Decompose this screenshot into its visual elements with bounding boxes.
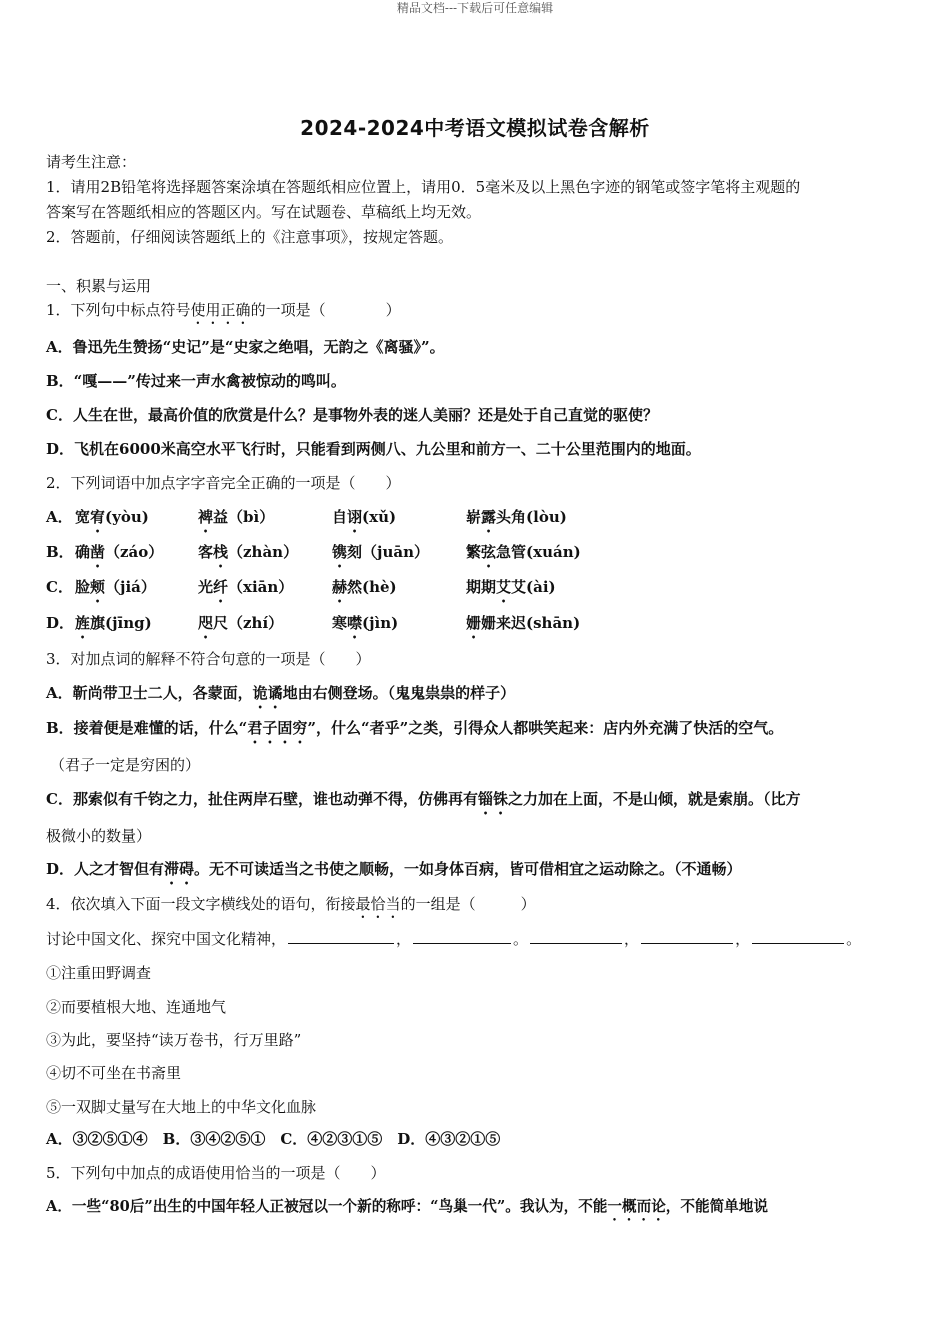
section-heading: 一、积累与运用 bbox=[46, 277, 152, 295]
question-2-word: 确凿（záo） bbox=[75, 543, 164, 561]
question-3-option-b-note: （君子一定是穷困的） bbox=[50, 756, 201, 774]
question-2-option-label: A． bbox=[46, 508, 73, 526]
question-2-word: 客栈（zhàn） bbox=[198, 543, 299, 561]
question-1-option-a: A．鲁迅先生赞扬“史记”是“史家之绝唱，无韵之《离骚》”。 bbox=[46, 338, 445, 356]
question-2-word: 镌刻（juān） bbox=[332, 543, 429, 561]
question-2-word: 崭露头角(lòu) bbox=[466, 508, 567, 526]
page-title: 2024-2024中考语文模拟试卷含解析 bbox=[300, 116, 650, 140]
question-2-stem: 2．下列词语中加点字字音完全正确的一项是（ ） bbox=[46, 474, 401, 492]
question-3-option-c: C．那索似有千钧之力，扯住两岸石壁，谁也动弹不得，仿佛再有锱铢之力加在上面，不是山倾，就是索崩。（比方 bbox=[46, 790, 801, 808]
notice-item1-line1: 1．请用2B铅笔将选择题答案涂填在答题纸相应位置上，请用0．5毫米及以上黑色字迹的钢笔或签字笔将主观题的 bbox=[46, 178, 801, 196]
question-2-word: 自诩(xǔ) bbox=[332, 508, 397, 526]
question-2-word: 脸颊（jiá） bbox=[75, 578, 156, 596]
question-2-option-label: B． bbox=[46, 543, 74, 561]
question-3-option-d: D．人之才智但有滞碍。无不可读适当之书使之顺畅，一如身体百病，皆可借相宜之运动除之。（不通畅） bbox=[46, 860, 742, 878]
question-1-option-d: D．飞机在6000米高空水平飞行时，只能看到两侧八、九公里和前方一、二十公里范围内的地面。 bbox=[46, 440, 701, 458]
question-2-word: 期期艾艾(ài) bbox=[466, 578, 556, 596]
answer-blank-2[interactable] bbox=[413, 929, 511, 944]
question-2-word: 旌旗(jīng) bbox=[75, 614, 152, 632]
question-2-option-label: C． bbox=[46, 578, 73, 596]
question-4-passage: 讨论中国文化、探究中国文化精神， ， 。 ， ， 。 bbox=[46, 930, 862, 948]
question-4-item-1: ①注重田野调查 bbox=[46, 964, 152, 982]
question-1-option-c: C．人生在世，最高价值的欣赏是什么？是事物外表的迷人美丽？还是处于自己直觉的驱使？ bbox=[46, 406, 658, 424]
question-3-option-c-note: 极微小的数量） bbox=[46, 827, 152, 845]
question-5-stem: 5．下列句中加点的成语使用恰当的一项是（ ） bbox=[46, 1164, 386, 1182]
question-4-item-3: ③为此，要坚持“读万卷书，行万里路” bbox=[46, 1031, 302, 1049]
question-1-option-b: B．“嘎——”传过来一声水禽被惊动的鸣叫。 bbox=[46, 372, 346, 390]
question-3-option-b: B．接着便是难懂的话，什么“君子固穷”，什么“者乎”之类，引得众人都哄笑起来：店内外充满了快活的空气。 bbox=[46, 719, 784, 737]
question-2-word: 咫尺（zhí） bbox=[198, 614, 284, 632]
question-2-option-label: D． bbox=[46, 614, 75, 632]
question-2-word: 宽宥(yòu) bbox=[75, 508, 149, 526]
question-4-item-4: ④切不可坐在书斋里 bbox=[46, 1064, 182, 1082]
question-2-word: 寒噤(jìn) bbox=[332, 614, 399, 632]
answer-blank-4[interactable] bbox=[641, 929, 733, 944]
question-3-stem: 3．对加点词的解释不符合句意的一项是（ ） bbox=[46, 650, 371, 668]
answer-blank-1[interactable] bbox=[288, 929, 394, 944]
question-2-word: 光纤（xiān） bbox=[198, 578, 294, 596]
question-2-word: 繁弦急管(xuán) bbox=[466, 543, 581, 561]
notice-item1-line2: 答案写在答题纸相应的答题区内。写在试题卷、草稿纸上均无效。 bbox=[46, 203, 482, 221]
header-note: 精品文档---下载后可任意编辑 bbox=[396, 1, 554, 15]
question-4-stem: 4．依次填入下面一段文字横线处的语句，衔接最恰当的一组是（ ） bbox=[46, 895, 536, 913]
question-4-item-2: ②而要植根大地、连通地气 bbox=[46, 998, 227, 1016]
question-4-item-5: ⑤一双脚丈量写在大地上的中华文化血脉 bbox=[46, 1098, 317, 1116]
answer-blank-5[interactable] bbox=[752, 929, 844, 944]
question-1-stem: 1．下列句中标点符号使用正确的一项是（ ） bbox=[46, 301, 401, 319]
answer-blank-3[interactable] bbox=[530, 929, 622, 944]
notice-heading: 请考生注意： bbox=[46, 153, 137, 171]
question-2-word: 裨益（bì） bbox=[198, 508, 275, 526]
question-5-option-a: A．一些“80后”出生的中国年轻人正被冠以一个新的称呼：“鸟巢一代”。我认为，不能一概而论，不能简单地说 bbox=[46, 1198, 768, 1215]
question-3-option-a: A．靳尚带卫士二人，各蒙面，诡谲地由右侧登场。（鬼鬼祟祟的样子） bbox=[46, 684, 516, 702]
question-2-word: 姗姗来迟(shān) bbox=[466, 614, 581, 632]
notice-item2: 2．答题前，仔细阅读答题纸上的《注意事项》，按规定答题。 bbox=[46, 228, 454, 246]
question-4-options: A．③②⑤①④ B．③④②⑤① C．④②③①⑤ D．④③②①⑤ bbox=[46, 1130, 501, 1148]
question-2-word: 赫然(hè) bbox=[332, 578, 397, 596]
